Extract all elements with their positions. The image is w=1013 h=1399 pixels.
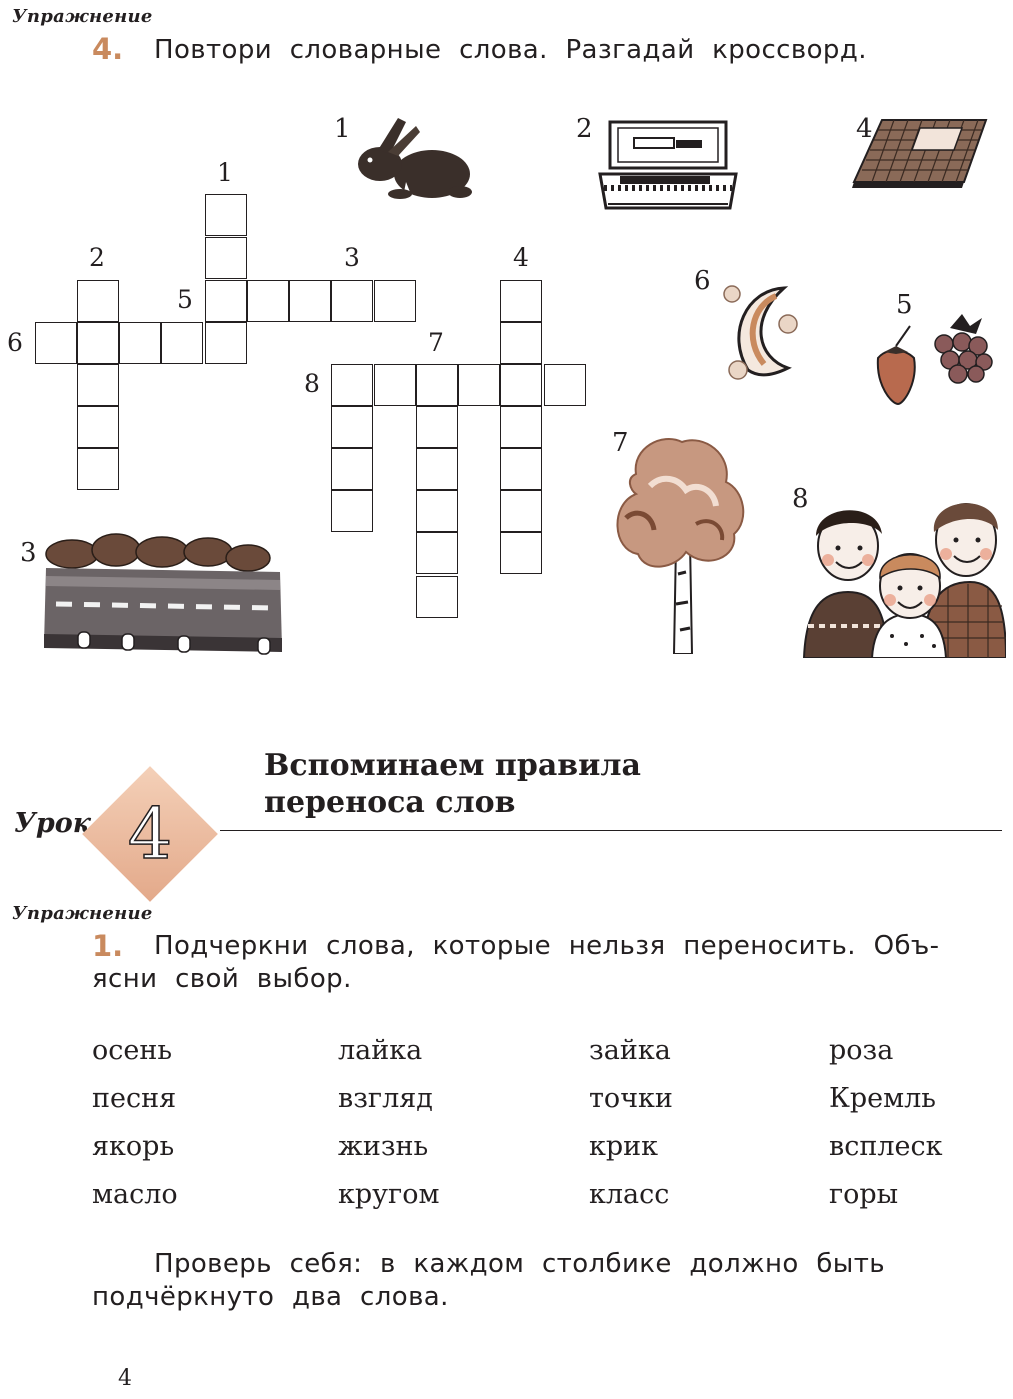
clue-number: 7 xyxy=(428,328,444,357)
crossword-cell[interactable] xyxy=(416,532,458,574)
children-icon xyxy=(802,496,1006,658)
word-item[interactable]: кругом xyxy=(338,1179,440,1210)
word-item[interactable]: взгляд xyxy=(338,1083,433,1114)
word-item[interactable]: всплеск xyxy=(829,1131,943,1162)
crossword-cell[interactable] xyxy=(247,280,289,322)
word-item[interactable]: осень xyxy=(92,1035,173,1066)
crossword-cell[interactable] xyxy=(77,448,119,490)
crossword-cell[interactable] xyxy=(205,280,247,322)
picture-number: 4 xyxy=(856,114,873,144)
picture-number: 8 xyxy=(792,484,809,514)
notebook-icon xyxy=(850,116,990,192)
crossword-cell[interactable] xyxy=(331,490,373,532)
crossword-cell[interactable] xyxy=(500,364,542,406)
birch-tree-icon xyxy=(606,434,750,654)
word-item[interactable]: класс xyxy=(589,1179,670,1210)
lesson-number: 4 xyxy=(127,793,173,875)
crossword-cell[interactable] xyxy=(119,322,161,364)
check-text-line1: Проверь себя: в каждом столбике должно быть xyxy=(154,1249,885,1279)
pencil-case-icon xyxy=(598,118,738,214)
exercise-label: Упражнение xyxy=(12,6,153,27)
word-item[interactable]: роза xyxy=(829,1035,894,1066)
check-text-line2: подчёркнуто два слова. xyxy=(92,1282,449,1312)
word-item[interactable]: зайка xyxy=(589,1035,671,1066)
crossword-cell[interactable] xyxy=(500,490,542,532)
lesson-label: Урок xyxy=(14,808,92,839)
crossword-cell[interactable] xyxy=(77,280,119,322)
word-item[interactable]: точки xyxy=(589,1083,673,1114)
crossword-cell[interactable] xyxy=(374,280,416,322)
crossword-cell[interactable] xyxy=(416,448,458,490)
picture-number: 6 xyxy=(694,266,711,296)
word-item[interactable]: крик xyxy=(589,1131,659,1162)
berries-icon xyxy=(870,306,996,406)
picture-number: 5 xyxy=(896,290,913,320)
crossword-cell[interactable] xyxy=(544,364,586,406)
exercise-task-line1: Подчеркни слова, которые нельзя переносить. Объ- xyxy=(154,931,940,961)
crossword-cell[interactable] xyxy=(458,364,500,406)
clue-number: 4 xyxy=(513,243,529,272)
crossword-cell[interactable] xyxy=(374,364,416,406)
picture-number: 2 xyxy=(576,114,593,144)
word-item[interactable]: жизнь xyxy=(338,1131,429,1162)
crossword-cell[interactable] xyxy=(416,490,458,532)
crossword-cell[interactable] xyxy=(35,322,77,364)
crossword-cell[interactable] xyxy=(289,280,331,322)
word-item[interactable]: песня xyxy=(92,1083,177,1114)
exercise-number: 1. xyxy=(92,929,124,963)
crossword-cell[interactable] xyxy=(500,322,542,364)
crossword-cell[interactable] xyxy=(331,280,373,322)
crossword-cell[interactable] xyxy=(500,280,542,322)
clue-number: 8 xyxy=(304,369,320,398)
exercise-label: Упражнение xyxy=(12,903,153,924)
exercise-task: Повтори словарные слова. Разгадай кроссворд. xyxy=(154,35,867,65)
crossword-cell[interactable] xyxy=(416,576,458,618)
crossword-cell[interactable] xyxy=(77,406,119,448)
crossword-cell[interactable] xyxy=(77,322,119,364)
picture-number: 3 xyxy=(20,538,37,568)
crossword-cell[interactable] xyxy=(161,322,203,364)
picture-number: 7 xyxy=(612,428,629,458)
crescent-cookie-icon xyxy=(718,280,808,384)
crossword-cell[interactable] xyxy=(77,364,119,406)
exercise-task-line2: ясни свой выбор. xyxy=(92,964,352,994)
crossword-cell[interactable] xyxy=(500,448,542,490)
word-item[interactable]: масло xyxy=(92,1179,178,1210)
picture-number: 1 xyxy=(334,114,351,144)
clue-number: 6 xyxy=(7,328,23,357)
lesson-title-line2: переноса слов xyxy=(264,785,516,820)
crossword-cell[interactable] xyxy=(205,237,247,279)
lesson-divider xyxy=(220,830,1002,831)
clue-number: 2 xyxy=(89,243,105,272)
crossword-cell[interactable] xyxy=(500,532,542,574)
crossword-cell[interactable] xyxy=(416,364,458,406)
word-item[interactable]: лайка xyxy=(338,1035,423,1066)
lesson-title-line1: Вспоминаем правила xyxy=(264,748,641,783)
word-item[interactable]: Кремль xyxy=(829,1083,937,1114)
word-item[interactable]: якорь xyxy=(92,1131,175,1162)
crossword-cell[interactable] xyxy=(416,406,458,448)
crossword-cell[interactable] xyxy=(331,406,373,448)
crossword-cell[interactable] xyxy=(205,194,247,236)
clue-number: 1 xyxy=(217,158,233,187)
word-item[interactable]: горы xyxy=(829,1179,899,1210)
crossword-cell[interactable] xyxy=(205,322,247,364)
clue-number: 3 xyxy=(344,243,360,272)
crossword-cell[interactable] xyxy=(500,406,542,448)
rabbit-icon xyxy=(340,112,480,204)
road-icon xyxy=(42,528,286,656)
exercise-number: 4. xyxy=(92,32,124,66)
crossword-cell[interactable] xyxy=(331,364,373,406)
clue-number: 5 xyxy=(177,285,193,314)
page-number: 4 xyxy=(118,1366,132,1391)
crossword-cell[interactable] xyxy=(331,448,373,490)
